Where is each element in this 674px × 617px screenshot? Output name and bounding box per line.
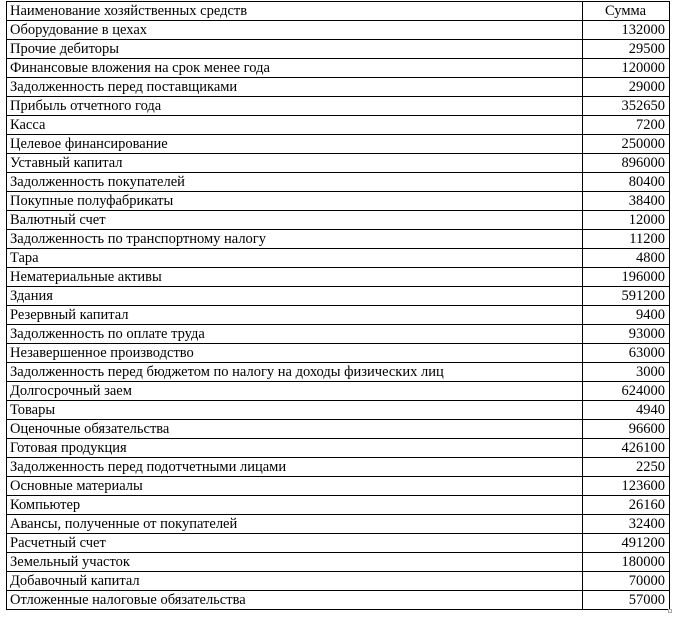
item-amount-cell: 491200 [583, 534, 670, 553]
item-amount-cell: 132000 [583, 21, 670, 40]
item-amount-cell: 63000 [583, 344, 670, 363]
item-name-cell: Нематериальные активы [7, 268, 583, 287]
item-name-cell: Долгосрочный заем [7, 382, 583, 401]
assets-table [6, 1, 670, 610]
item-name-cell: Оценочные обязательства [7, 420, 583, 439]
item-amount-cell: 29000 [583, 78, 670, 97]
item-amount-cell: 11200 [583, 230, 670, 249]
table-row [7, 363, 670, 382]
assets-table-body [7, 2, 670, 610]
item-name-cell: Задолженность перед поставщиками [7, 78, 583, 97]
item-amount-cell: 896000 [583, 154, 670, 173]
column-header-name: Наименование хозяйственных средств [7, 2, 583, 21]
item-name-cell: Земельный участок [7, 553, 583, 572]
table-row [7, 477, 670, 496]
item-amount-cell: 196000 [583, 268, 670, 287]
item-amount-cell: 250000 [583, 135, 670, 154]
item-amount-cell: 12000 [583, 211, 670, 230]
item-name-cell: Резервный капитал [7, 306, 583, 325]
column-header-amount: Сумма [583, 2, 670, 21]
item-amount-cell: 7200 [583, 116, 670, 135]
table-row [7, 192, 670, 211]
item-name-cell: Незавершенное производство [7, 344, 583, 363]
item-amount-cell: 591200 [583, 287, 670, 306]
table-row [7, 154, 670, 173]
item-amount-cell: 93000 [583, 325, 670, 344]
item-name-cell: Компьютер [7, 496, 583, 515]
item-amount-cell: 426100 [583, 439, 670, 458]
table-row [7, 173, 670, 192]
table-row [7, 40, 670, 59]
item-amount-cell: 624000 [583, 382, 670, 401]
item-name-cell: Покупные полуфабрикаты [7, 192, 583, 211]
item-amount-cell: 123600 [583, 477, 670, 496]
item-name-cell: Валютный счет [7, 211, 583, 230]
item-amount-cell: 4940 [583, 401, 670, 420]
item-amount-cell: 180000 [583, 553, 670, 572]
table-row [7, 496, 670, 515]
table-row [7, 78, 670, 97]
table-row [7, 439, 670, 458]
item-name-cell: Прибыль отчетного года [7, 97, 583, 116]
item-name-cell: Задолженность покупателей [7, 173, 583, 192]
item-amount-cell: 352650 [583, 97, 670, 116]
item-name-cell: Задолженность перед бюджетом по налогу на доходы физических лиц [7, 363, 583, 382]
table-row [7, 401, 670, 420]
table-row [7, 230, 670, 249]
table-row [7, 116, 670, 135]
item-amount-cell: 26160 [583, 496, 670, 515]
table-row [7, 591, 670, 610]
table-row [7, 572, 670, 591]
table-row [7, 211, 670, 230]
table-row [7, 268, 670, 287]
item-amount-cell: 70000 [583, 572, 670, 591]
item-name-cell: Тара [7, 249, 583, 268]
item-amount-cell: 2250 [583, 458, 670, 477]
item-name-cell: Расчетный счет [7, 534, 583, 553]
item-name-cell: Прочие дебиторы [7, 40, 583, 59]
item-name-cell: Задолженность по оплате труда [7, 325, 583, 344]
table-end-marker [668, 609, 672, 613]
item-amount-cell: 4800 [583, 249, 670, 268]
table-row [7, 325, 670, 344]
item-name-cell: Основные материалы [7, 477, 583, 496]
table-row [7, 287, 670, 306]
table-row [7, 135, 670, 154]
item-name-cell: Оборудование в цехах [7, 21, 583, 40]
table-header-row [7, 2, 670, 21]
table-row [7, 458, 670, 477]
item-amount-cell: 80400 [583, 173, 670, 192]
table-row [7, 249, 670, 268]
item-amount-cell: 57000 [583, 591, 670, 610]
item-name-cell: Готовая продукция [7, 439, 583, 458]
table-row [7, 515, 670, 534]
item-name-cell: Отложенные налоговые обязательства [7, 591, 583, 610]
table-row [7, 59, 670, 78]
table-row [7, 534, 670, 553]
item-amount-cell: 9400 [583, 306, 670, 325]
table-row [7, 97, 670, 116]
item-name-cell: Добавочный капитал [7, 572, 583, 591]
table-row [7, 382, 670, 401]
table-row [7, 306, 670, 325]
table-row [7, 21, 670, 40]
item-name-cell: Задолженность по транспортному налогу [7, 230, 583, 249]
item-name-cell: Касса [7, 116, 583, 135]
item-name-cell: Авансы, полученные от покупателей [7, 515, 583, 534]
item-name-cell: Здания [7, 287, 583, 306]
item-amount-cell: 120000 [583, 59, 670, 78]
item-name-cell: Товары [7, 401, 583, 420]
item-amount-cell: 29500 [583, 40, 670, 59]
item-name-cell: Целевое финансирование [7, 135, 583, 154]
item-amount-cell: 3000 [583, 363, 670, 382]
table-row [7, 420, 670, 439]
item-name-cell: Финансовые вложения на срок менее года [7, 59, 583, 78]
table-row [7, 344, 670, 363]
item-amount-cell: 38400 [583, 192, 670, 211]
table-row [7, 553, 670, 572]
item-name-cell: Уставный капитал [7, 154, 583, 173]
item-amount-cell: 96600 [583, 420, 670, 439]
item-amount-cell: 32400 [583, 515, 670, 534]
item-name-cell: Задолженность перед подотчетными лицами [7, 458, 583, 477]
